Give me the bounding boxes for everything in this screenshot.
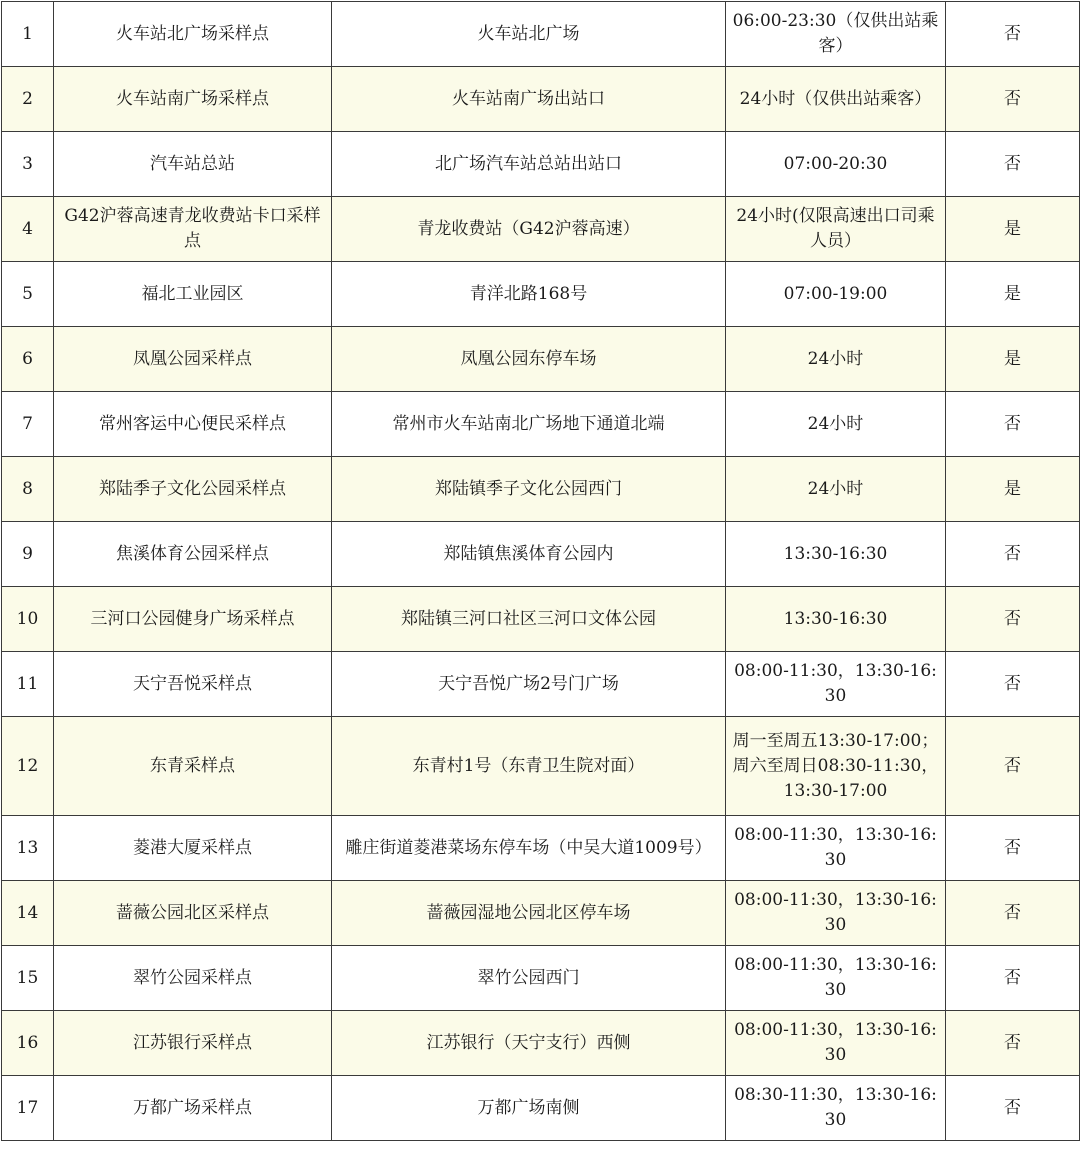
site-name-cell: 火车站北广场采样点 [54, 2, 332, 67]
hours-cell: 08:30-11:30，13:30-16:30 [726, 1076, 946, 1141]
table-row [2, 881, 1080, 946]
table-row [2, 652, 1080, 717]
site-name-cell: 菱港大厦采样点 [54, 816, 332, 881]
hours-cell: 08:00-11:30，13:30-16:30 [726, 881, 946, 946]
hours-cell: 07:00-19:00 [726, 262, 946, 327]
table-row [2, 392, 1080, 457]
table-row [2, 262, 1080, 327]
row-number-cell: 7 [2, 392, 54, 457]
booking-cell: 否 [946, 717, 1080, 816]
row-number-cell: 9 [2, 522, 54, 587]
table-row [2, 457, 1080, 522]
booking-cell: 否 [946, 2, 1080, 67]
table-row [2, 1076, 1080, 1141]
hours-cell: 24小时（仅供出站乘客） [726, 67, 946, 132]
row-number-cell: 15 [2, 946, 54, 1011]
address-cell: 火车站北广场 [332, 2, 726, 67]
table-row [2, 197, 1080, 262]
hours-cell: 08:00-11:30，13:30-16:30 [726, 816, 946, 881]
row-number-cell: 10 [2, 587, 54, 652]
site-name-cell: 福北工业园区 [54, 262, 332, 327]
address-cell: 郑陆镇焦溪体育公园内 [332, 522, 726, 587]
address-cell: 火车站南广场出站口 [332, 67, 726, 132]
table-row [2, 587, 1080, 652]
booking-cell: 否 [946, 1011, 1080, 1076]
hours-cell: 24小时 [726, 392, 946, 457]
sampling-sites-table [1, 1, 1080, 1141]
table-row [2, 327, 1080, 392]
site-name-cell: 万都广场采样点 [54, 1076, 332, 1141]
address-cell: 郑陆镇三河口社区三河口文体公园 [332, 587, 726, 652]
table-row [2, 522, 1080, 587]
booking-cell: 是 [946, 197, 1080, 262]
site-name-cell: 火车站南广场采样点 [54, 67, 332, 132]
address-cell: 东青村1号（东青卫生院对面） [332, 717, 726, 816]
table-row [2, 132, 1080, 197]
address-cell: 雕庄街道菱港菜场东停车场（中吴大道1009号） [332, 816, 726, 881]
booking-cell: 否 [946, 67, 1080, 132]
address-cell: 蔷薇园湿地公园北区停车场 [332, 881, 726, 946]
hours-cell: 08:00-11:30，13:30-16:30 [726, 946, 946, 1011]
row-number-cell: 12 [2, 717, 54, 816]
table-row [2, 2, 1080, 67]
table-row [2, 816, 1080, 881]
hours-cell: 24小时 [726, 327, 946, 392]
row-number-cell: 1 [2, 2, 54, 67]
hours-cell: 07:00-20:30 [726, 132, 946, 197]
booking-cell: 否 [946, 132, 1080, 197]
hours-cell: 08:00-11:30，13:30-16:30 [726, 1011, 946, 1076]
site-name-cell: 郑陆季子文化公园采样点 [54, 457, 332, 522]
hours-cell: 24小时 [726, 457, 946, 522]
booking-cell: 否 [946, 946, 1080, 1011]
site-name-cell: 焦溪体育公园采样点 [54, 522, 332, 587]
site-name-cell: 蔷薇公园北区采样点 [54, 881, 332, 946]
site-name-cell: 常州客运中心便民采样点 [54, 392, 332, 457]
address-cell: 郑陆镇季子文化公园西门 [332, 457, 726, 522]
address-cell: 常州市火车站南北广场地下通道北端 [332, 392, 726, 457]
row-number-cell: 13 [2, 816, 54, 881]
address-cell: 万都广场南侧 [332, 1076, 726, 1141]
row-number-cell: 14 [2, 881, 54, 946]
row-number-cell: 4 [2, 197, 54, 262]
booking-cell: 否 [946, 587, 1080, 652]
hours-cell: 24小时(仅限高速出口司乘人员） [726, 197, 946, 262]
booking-cell: 否 [946, 652, 1080, 717]
booking-cell: 否 [946, 1076, 1080, 1141]
row-number-cell: 11 [2, 652, 54, 717]
row-number-cell: 5 [2, 262, 54, 327]
hours-cell: 06:00-23:30（仅供出站乘客） [726, 2, 946, 67]
site-name-cell: G42沪蓉高速青龙收费站卡口采样点 [54, 197, 332, 262]
row-number-cell: 6 [2, 327, 54, 392]
address-cell: 青龙收费站（G42沪蓉高速） [332, 197, 726, 262]
address-cell: 江苏银行（天宁支行）西侧 [332, 1011, 726, 1076]
site-name-cell: 江苏银行采样点 [54, 1011, 332, 1076]
site-name-cell: 三河口公园健身广场采样点 [54, 587, 332, 652]
booking-cell: 是 [946, 457, 1080, 522]
row-number-cell: 2 [2, 67, 54, 132]
booking-cell: 否 [946, 881, 1080, 946]
booking-cell: 否 [946, 522, 1080, 587]
address-cell: 青洋北路168号 [332, 262, 726, 327]
address-cell: 凤凰公园东停车场 [332, 327, 726, 392]
address-cell: 北广场汽车站总站出站口 [332, 132, 726, 197]
site-name-cell: 天宁吾悦采样点 [54, 652, 332, 717]
row-number-cell: 8 [2, 457, 54, 522]
hours-cell: 08:00-11:30，13:30-16:30 [726, 652, 946, 717]
hours-cell: 13:30-16:30 [726, 522, 946, 587]
address-cell: 翠竹公园西门 [332, 946, 726, 1011]
booking-cell: 是 [946, 262, 1080, 327]
row-number-cell: 16 [2, 1011, 54, 1076]
site-name-cell: 凤凰公园采样点 [54, 327, 332, 392]
table-row [2, 1011, 1080, 1076]
site-name-cell: 东青采样点 [54, 717, 332, 816]
booking-cell: 是 [946, 327, 1080, 392]
site-name-cell: 翠竹公园采样点 [54, 946, 332, 1011]
booking-cell: 否 [946, 392, 1080, 457]
hours-cell: 13:30-16:30 [726, 587, 946, 652]
site-name-cell: 汽车站总站 [54, 132, 332, 197]
address-cell: 天宁吾悦广场2号门广场 [332, 652, 726, 717]
table-row [2, 717, 1080, 816]
hours-cell: 周一至周五13:30-17:00； 周六至周日08:30-11:30，13:30-17:00 [726, 717, 946, 816]
table-row [2, 946, 1080, 1011]
row-number-cell: 17 [2, 1076, 54, 1141]
row-number-cell: 3 [2, 132, 54, 197]
booking-cell: 否 [946, 816, 1080, 881]
table-row [2, 67, 1080, 132]
